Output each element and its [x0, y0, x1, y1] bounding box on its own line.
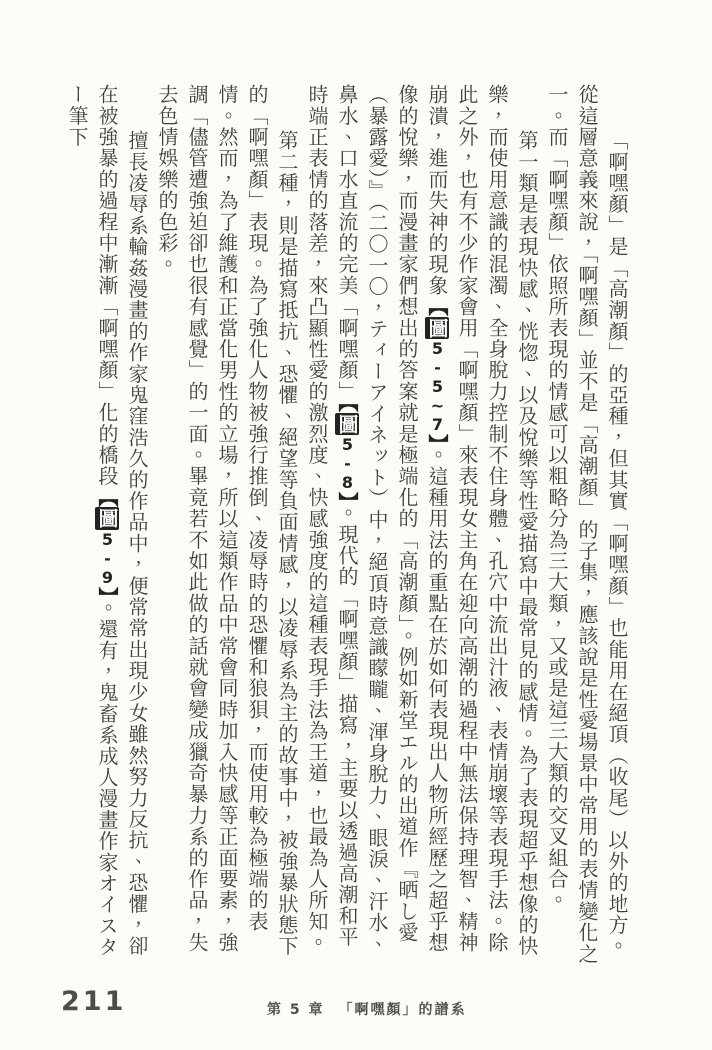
text-run: 。現代的「啊嘿顏」描寫，主要以透過高潮和平時端正表情的落差，來凸顯性愛的激烈度、快感強度的這種表現手法為王道，也最為人所知。: [305, 84, 359, 954]
figure-glyph: 圖: [425, 317, 449, 338]
chapter-title: 「啊嘿顏」的譜系: [338, 1002, 467, 1018]
text-run: 。這種用法的重點在於如何表現出人物所經歷之超乎想像的悅樂，而漫畫家們想出的答案就是極端化的「高潮顏」。例如新堂エル的出道作『晒し愛（暴露愛）』（二〇一〇，ティーアイネット）中，絕頂時意識矇矓、渾身脫力、眼淚、汗水、鼻水、口水直流的完美「啊嘿顏」: [335, 84, 449, 955]
figure-reference: 【圖5-5~7】: [425, 296, 449, 445]
paragraph: [62, 84, 152, 968]
paragraph: [542, 84, 632, 968]
text-run: 「啊嘿顏」是「高潮顏」的亞種，但其實「啊嘿顏」也能用在絕頂（收尾）以外的地方。從這層意義來說，「啊嘿顏」並不是「高潮顏」的子集，應該說是性愛場景中常用的表情變化之一。而「啊嘿顏」依照所表現的情感可以粗略分為三大類，又或是這三大類的交叉組合。: [545, 84, 629, 965]
figure-reference: 【圖5-8】: [335, 402, 359, 503]
chapter-label: 第 5 章: [267, 1002, 325, 1018]
figure-glyph: 圖: [95, 508, 119, 529]
text-run: 。還有，鬼畜系成人漫畫作家オイスター筆下: [65, 84, 119, 958]
text-run: 擅長凌辱系輪姦漫畫的作家鬼窪浩久的作品中，便常常出現少女雖然努力反抗、恐懼，卻在被強暴的過程中漸漸「啊嘿顏」化的橋段: [95, 84, 149, 957]
body-text: [65, 84, 632, 968]
paragraph: [302, 84, 542, 968]
text-run: 第一類是表現快感、恍惚、以及悅樂等性愛描寫中最常見的感情。為了表現超乎想像的快樂，而使用意識的混濁、全身脫力控制不住身體、孔穴中流出汁液、表情崩壞等表現手法。除此之外，也有不少作家會用「啊嘿顏」來表現女主角在迎向高潮的過程中無法保持理智、精神崩潰，進而失神的現象: [425, 84, 539, 957]
paragraph: [152, 84, 302, 968]
figure-glyph: 圖: [335, 413, 359, 434]
running-footer: [267, 999, 467, 1019]
text-run: 第二種，則是描寫抵抗、恐懼、絕望等負面情感，以凌辱系為主的故事中，被強暴狀態下的「啊嘿顏」表現。為了強化人物被強行推倒、凌辱時的恐懼和狼狽，而使用較為極端的表情。然而，為了維護和正當化男性的立場，所以這類作品中常會同時加入快感等正面要素，強調「儘管遭強迫卻也很有感覺」的一面。畢竟若不如此做的話就會變成獵奇暴力系的作品，失去色情娛樂的色彩。: [155, 84, 299, 957]
figure-reference: 【圖5-9】: [95, 486, 119, 598]
page-number: 211: [61, 986, 127, 1017]
